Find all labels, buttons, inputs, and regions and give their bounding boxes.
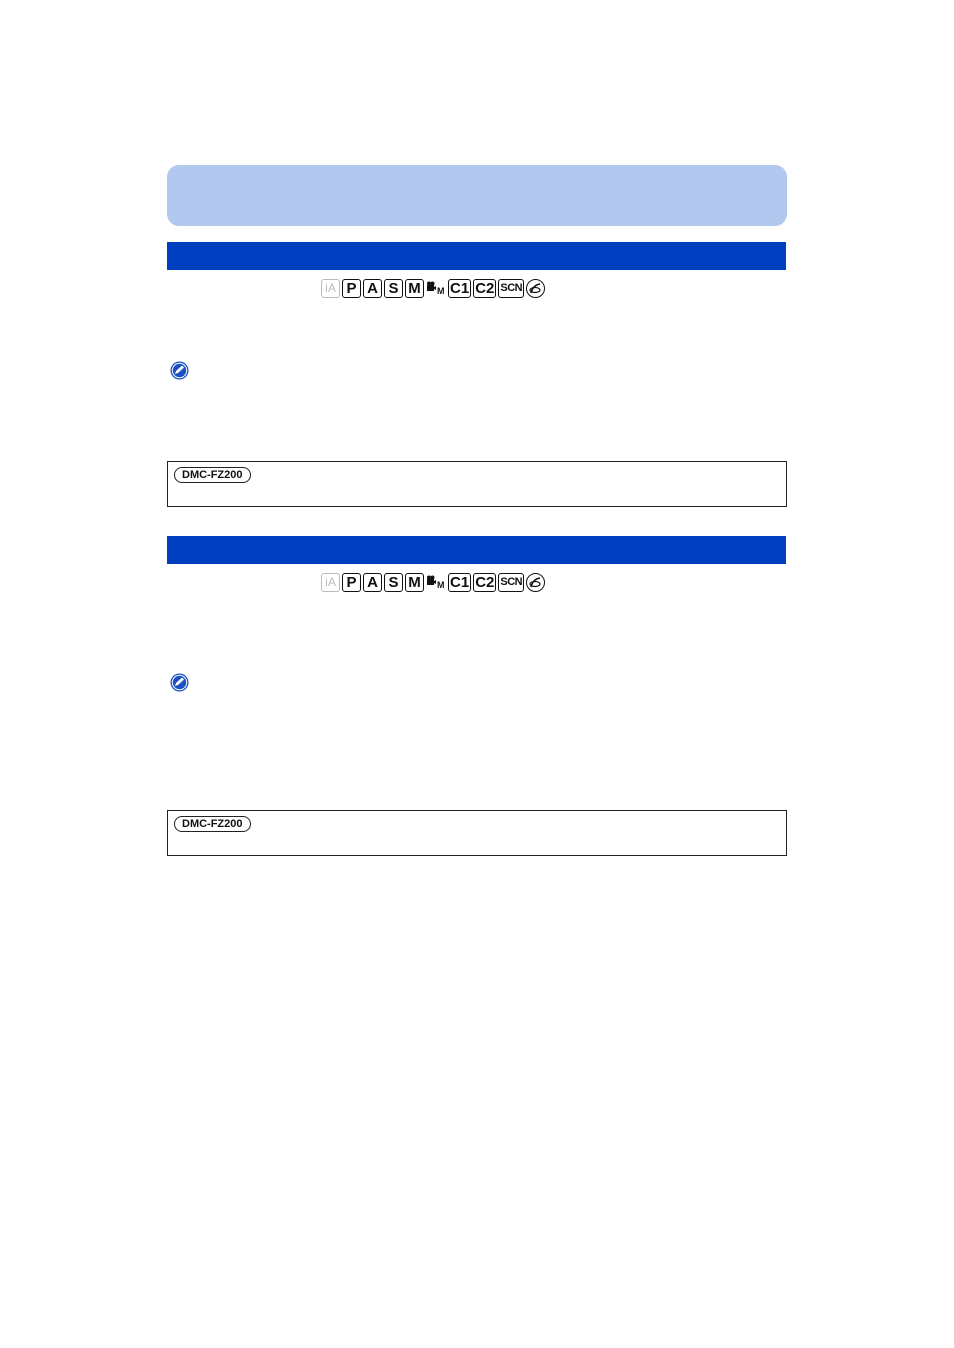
- creative-control-icon: [526, 573, 545, 592]
- shutter-priority-icon: S: [384, 573, 403, 592]
- custom-2-icon: C2: [475, 279, 495, 297]
- svg-text:M: M: [437, 285, 445, 296]
- model-note-box: [167, 461, 787, 507]
- custom-2-icon: C2: [475, 573, 495, 591]
- note-pencil-icon: [170, 673, 189, 692]
- intelligent-auto-icon: iA: [321, 573, 340, 592]
- program-ae-icon: P: [342, 279, 361, 298]
- section-title-bar: [167, 536, 786, 564]
- model-badge: DMC-FZ200: [174, 467, 251, 483]
- custom-1-icon: C1: [450, 573, 470, 591]
- creative-video-icon: [426, 279, 446, 298]
- applicable-modes: [321, 572, 545, 592]
- note-pencil-icon: [170, 361, 189, 380]
- page-header-banner: [167, 165, 787, 226]
- scene-mode-icon: SCN: [498, 573, 524, 592]
- svg-text:M: M: [437, 579, 445, 590]
- scene-mode-icon: SCN: [498, 279, 524, 298]
- shutter-priority-icon: S: [384, 279, 403, 298]
- aperture-priority-icon: A: [363, 573, 382, 592]
- model-badge: DMC-FZ200: [174, 816, 251, 832]
- creative-control-icon: [526, 279, 545, 298]
- creative-video-icon: [426, 573, 446, 592]
- intelligent-auto-icon: iA: [321, 279, 340, 298]
- manual-exposure-icon: M: [405, 279, 424, 298]
- aperture-priority-icon: A: [363, 279, 382, 298]
- section-title-bar: [167, 242, 786, 270]
- custom-1-icon: C1: [450, 279, 470, 297]
- model-note-box: [167, 810, 787, 856]
- applicable-modes: [321, 278, 545, 298]
- program-ae-icon: P: [342, 573, 361, 592]
- manual-exposure-icon: M: [405, 573, 424, 592]
